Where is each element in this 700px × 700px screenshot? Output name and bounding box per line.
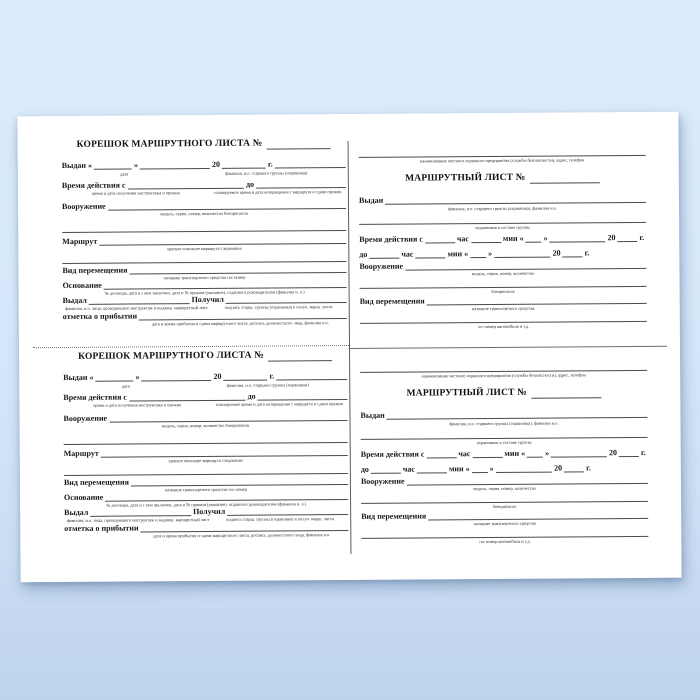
armament-captions <box>359 270 646 277</box>
arrival-label: отметка о прибытии <box>64 523 139 533</box>
blank-line <box>90 507 191 517</box>
blank-line <box>256 179 346 189</box>
blank-line <box>94 161 132 170</box>
validity-from-label: Время действия с <box>61 180 126 191</box>
issued-captions <box>62 170 346 177</box>
validity-from-label: Время действия с <box>359 234 423 244</box>
blank-line <box>141 522 349 532</box>
year-prefix: 20 <box>607 233 616 243</box>
validity-from-row <box>359 233 646 244</box>
validity-captions <box>63 401 347 408</box>
blank-line <box>139 310 347 320</box>
arrival-captions <box>63 320 347 327</box>
blank-line <box>426 449 456 458</box>
armament-label: Вооружение <box>360 476 405 486</box>
blank-line <box>415 249 445 258</box>
blank-line <box>109 412 347 423</box>
validity-to-label: до <box>246 179 255 189</box>
route-captions <box>62 245 346 252</box>
blank-line <box>140 160 210 169</box>
form-page <box>17 112 681 583</box>
vehicle-captions <box>360 305 647 312</box>
close-quote: » <box>133 160 139 170</box>
open-quote: « <box>87 160 93 170</box>
blank-line <box>494 249 551 258</box>
blank-line <box>526 234 542 243</box>
senior-captions <box>361 420 648 427</box>
blank-line <box>127 180 244 190</box>
vehicle-caption: название транспортного средства <box>472 305 535 312</box>
year-prefix: 20 <box>554 463 563 473</box>
blank-line <box>222 160 266 169</box>
stub-title-row <box>63 350 347 363</box>
close-quote: » <box>543 233 548 243</box>
hours-label: час <box>456 234 469 244</box>
route-caption: краткое описание маршрута следования <box>168 457 244 464</box>
year-suffix: г. <box>639 232 645 242</box>
continuation-line <box>62 253 346 264</box>
blank-line <box>472 464 488 473</box>
group-caption: охранников в составе группы <box>475 224 531 231</box>
validity-from-caption: время и дата получения инструктажа и оружия <box>91 190 180 196</box>
arrival-label: отметка о прибытии <box>62 311 138 322</box>
movement-label: Вид перемещения <box>361 511 427 521</box>
senior-name-caption: фамилия, и.о. старшего группы (охранника) <box>225 170 308 176</box>
minutes-label: мин <box>502 233 518 243</box>
armament-label: Вооружение <box>61 201 106 212</box>
ammo-captions <box>361 503 648 510</box>
receiver-caption: подпись старш. группы (охранника) в получ. марш. листа <box>226 516 334 522</box>
sheet-column <box>358 136 646 545</box>
year-suffix: г. <box>267 159 273 169</box>
blank-line <box>619 448 639 457</box>
validity-to-row <box>359 248 591 259</box>
blank-line <box>141 372 211 381</box>
armament-caption: модель, серия, номер, количество боеприпасов <box>161 422 250 429</box>
close-quote: » <box>489 463 494 474</box>
plate-caption: гос номер автомобиля и т.д. <box>478 538 531 545</box>
hours-label: час <box>402 464 415 474</box>
blank-line <box>406 475 647 486</box>
blank-line <box>223 372 267 381</box>
org-name-caption: наименование частного охранного предприятия (службы безопасности), адрес, телефон <box>420 157 585 164</box>
arrival-caption: дата и время прибытия и сдачи маршрутного листа, роспись должностного лица, фамилия и.о. <box>151 320 329 327</box>
basis-label: Основание <box>64 492 104 502</box>
armament-caption: модель, серия, номер, количество <box>471 270 535 277</box>
sheet-number-blank <box>531 389 601 398</box>
issued-row <box>62 159 346 170</box>
basis-caption: № договора, дата и с кем заключен, дата и № приказа (указание), отданного руководителем (фамилия и. о.) <box>104 289 305 296</box>
blank-line <box>276 371 347 380</box>
basis-label: Основание <box>62 280 102 291</box>
blank-line <box>95 373 133 382</box>
blank-line <box>385 194 646 205</box>
validity-from-caption: время и дата получения инструктажа и оружия <box>93 402 182 408</box>
sheet-number-blank <box>530 174 600 183</box>
ammo-caption: боеприпасов <box>491 288 516 295</box>
blank-line <box>131 476 348 487</box>
issued-row <box>360 409 647 420</box>
group-caption: охранников в составе группы <box>476 439 532 446</box>
minutes-label: мин <box>447 249 463 259</box>
stub-title-row <box>62 138 346 151</box>
route-sheet-stub-1 <box>62 138 347 347</box>
sheet-separator-line <box>350 346 667 350</box>
issued-captions <box>63 382 347 389</box>
validity-from-label: Время действия с <box>63 392 127 402</box>
validity-from-row <box>361 448 648 459</box>
year-prefix: 20 <box>608 448 618 458</box>
movement-label: Вид перемещения <box>62 265 128 276</box>
issued-row <box>359 194 646 205</box>
date-caption: дата <box>120 171 129 177</box>
blank-line <box>371 465 401 474</box>
blank-line <box>104 279 347 290</box>
blank-line <box>550 233 606 242</box>
blank-line <box>258 391 348 401</box>
issuer-caption: фамилия, и.о. лица, проводившего инструктаж и выдавш. маршрутный лист <box>66 516 210 523</box>
close-quote: » <box>135 372 140 382</box>
blank-line <box>471 234 501 243</box>
open-quote: « <box>519 233 524 243</box>
blank-line <box>129 392 246 402</box>
open-quote: « <box>464 249 469 259</box>
blank-line <box>227 506 348 516</box>
stub-title: КОРЕШОК МАРШРУТНОГО ЛИСТА № <box>76 138 263 150</box>
issued-row <box>63 371 347 382</box>
senior-name-caption: фамилия, и.о. старшего группы (охранника), фамилии и.о. <box>449 420 559 427</box>
issued-label: Выдан <box>358 195 384 205</box>
validity-to-label: до <box>360 464 369 474</box>
receiver-label: Получил <box>191 294 224 305</box>
org-captions <box>359 157 646 164</box>
plate-captions <box>360 323 647 330</box>
blank-line <box>99 235 346 246</box>
validity-to-caption: планируемое время и дата возвращения с маршрута и сдачи оружия <box>214 189 342 195</box>
blank-line <box>387 409 648 420</box>
basis-caption: № договора, дата и с кем заключен, дата и № приказа (указание), отданного руководителем (фамилия и. о.) <box>106 501 307 508</box>
date-caption: дата <box>121 383 130 389</box>
senior-name-caption: фамилия, и.о. старшего группы (охранника), фамилии и.о. <box>447 205 558 212</box>
receiver-label: Получил <box>193 506 226 517</box>
blank-line <box>108 200 346 211</box>
vehicle-caption: название транспортного средства <box>473 520 536 527</box>
blank-line <box>369 250 399 259</box>
validity-captions <box>62 189 346 196</box>
minutes-label: мин <box>504 448 520 458</box>
stub-column <box>61 138 346 539</box>
year-suffix: г. <box>640 447 646 457</box>
armament-caption: модель, серия, номер, количество боеприпасов <box>160 210 248 217</box>
issuer-caption: фамилия, и.о. лица, проводившего инструктаж и выдавш. маршрутный лист <box>65 304 208 311</box>
blank-line <box>496 464 553 473</box>
blank-line <box>417 464 447 473</box>
route-captions <box>64 457 348 464</box>
blank-line <box>425 234 455 243</box>
minutes-label: мин <box>448 464 464 474</box>
senior-name-caption: фамилия, и.о. старшего группы (охранника) <box>226 382 309 388</box>
blank-line <box>89 295 190 305</box>
sheet-title: МАРШРУТНЫЙ ЛИСТ № <box>405 172 526 184</box>
continuation-line <box>64 465 348 476</box>
armament-captions <box>361 485 648 492</box>
armament-captions <box>64 422 348 429</box>
blank-line <box>405 260 646 271</box>
blank-line <box>470 249 486 258</box>
movement-label: Вид перемещения <box>63 477 129 487</box>
org-name-caption: наименование частного охранного предприятия (службы безопасности), адрес, телефон <box>421 372 586 379</box>
route-sheet-2 <box>360 351 648 560</box>
year-suffix: г. <box>586 463 591 473</box>
arrival-caption: дата и время прибытия и сдачи маршрутного листа, роспись должностного лица, фамилия и.о. <box>153 532 331 539</box>
blank-line <box>428 510 648 521</box>
stub-number-blank <box>268 352 332 361</box>
open-quote: « <box>465 464 470 474</box>
validity-to-label: до <box>359 249 368 259</box>
blank-line <box>427 295 647 306</box>
blank-line <box>472 449 502 458</box>
movement-caption: название транспортного средства гос номер <box>163 274 246 281</box>
org-captions <box>360 372 647 379</box>
route-sheet-stub-2 <box>63 350 348 559</box>
blank-line <box>617 233 637 242</box>
movement-label: Вид перемещения <box>359 296 425 306</box>
hours-label: час <box>458 449 471 459</box>
year-prefix: 20 <box>552 248 561 258</box>
stub-title: КОРЕШОК МАРШРУТНОГО ЛИСТА № <box>78 350 265 362</box>
group-captions <box>359 224 646 231</box>
year-prefix: 20 <box>211 159 221 169</box>
blank-line <box>564 463 584 472</box>
year-suffix: г. <box>584 248 590 258</box>
armament-caption: модель, серия, номер, количество <box>473 485 536 492</box>
sheet-title: МАРШРУТНЫЙ ЛИСТ № <box>406 387 528 399</box>
ammo-captions <box>360 288 647 295</box>
route-label: Маршрут <box>62 236 98 247</box>
ammo-caption: боеприпасов <box>492 503 517 510</box>
validity-to-caption: планируемое время и дата возвращения с маршрута и сдачи оружия <box>215 401 343 407</box>
blank-line <box>563 248 583 257</box>
validity-to-row <box>361 463 593 474</box>
blank-line <box>226 294 347 304</box>
receiver-caption: подпись старш. группы (охранника) в получ. марш. листа <box>224 304 333 310</box>
arrival-captions <box>64 532 348 539</box>
year-suffix: г. <box>269 371 275 381</box>
sheet-title-row <box>360 387 647 400</box>
stub-number-blank <box>267 140 331 149</box>
blank-line <box>551 448 607 457</box>
blank-line <box>275 159 346 168</box>
senior-captions <box>359 205 646 212</box>
route-caption: краткое описание маршрута следования <box>166 245 242 252</box>
issued-label: Выдан <box>63 372 88 382</box>
continuation-line <box>62 222 346 233</box>
open-quote: « <box>89 372 94 382</box>
close-quote: » <box>545 448 550 458</box>
armament-label: Вооружение <box>359 261 404 271</box>
continuation-line <box>64 434 348 445</box>
vehicle-captions <box>361 520 648 527</box>
route-label: Маршрут <box>63 448 99 458</box>
armament-captions <box>62 210 346 217</box>
blank-line <box>527 449 543 458</box>
blank-line <box>105 491 348 502</box>
issued-label: Выдан <box>360 410 385 420</box>
blank-line <box>101 447 348 458</box>
close-quote: » <box>488 249 493 259</box>
route-sheet-1 <box>359 136 647 345</box>
plate-caption: гос номер автомобиля и т.д. <box>477 323 530 330</box>
year-prefix: 20 <box>213 371 222 381</box>
group-captions <box>361 439 648 446</box>
validity-from-label: Время действия с <box>360 449 425 459</box>
blank-line <box>129 264 346 275</box>
sheet-title-row <box>359 172 646 185</box>
open-quote: « <box>521 448 526 458</box>
issued-label: Выдан <box>61 160 87 171</box>
armament-label: Вооружение <box>63 413 108 423</box>
hours-label: час <box>401 249 414 259</box>
plate-captions <box>361 538 648 545</box>
movement-caption: название транспортного средства гос номер <box>165 486 247 493</box>
issuer-label: Выдал <box>64 507 89 517</box>
issuer-label: Выдал <box>62 295 87 306</box>
validity-to-label: до <box>247 391 256 401</box>
